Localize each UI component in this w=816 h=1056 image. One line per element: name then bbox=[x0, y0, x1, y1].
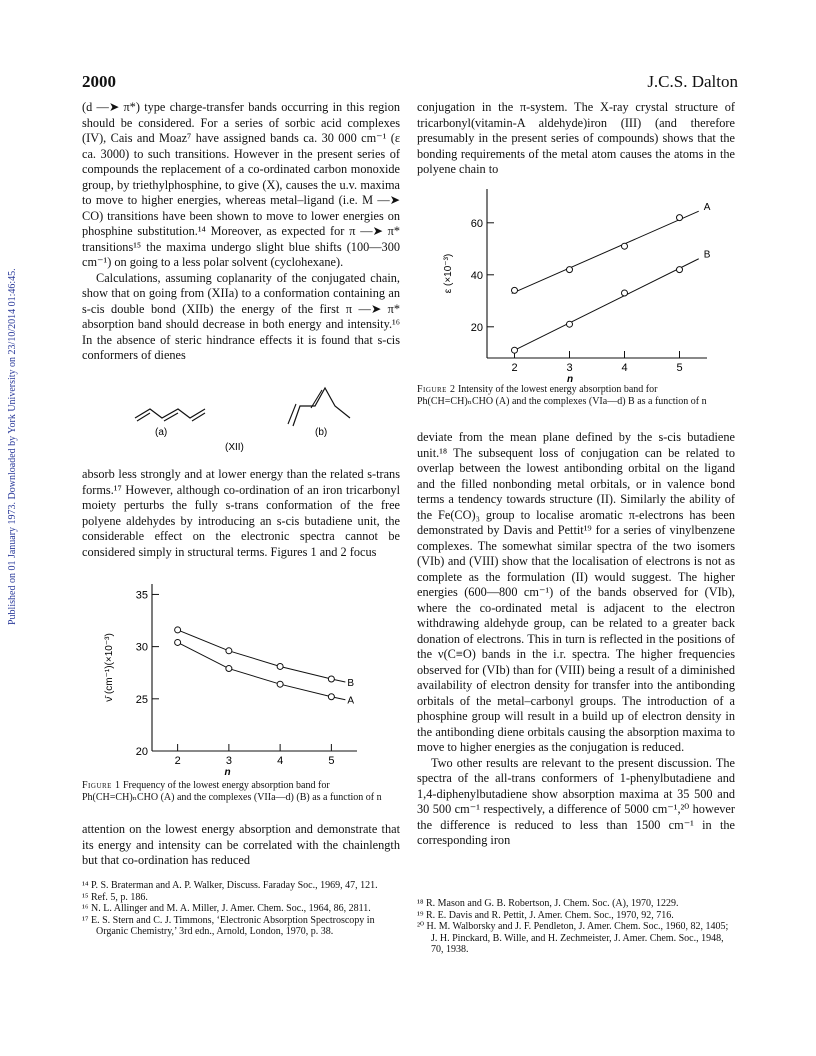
chemical-structure-xii bbox=[100, 378, 390, 458]
right-column-body bbox=[417, 430, 735, 849]
left-column-bottom bbox=[82, 822, 400, 869]
data-point-B bbox=[622, 290, 628, 296]
footnotes-right bbox=[417, 898, 735, 956]
footnote: ¹⁶ N. L. Allinger and M. A. Miller, J. Amer. Chem. Soc., 1964, 86, 2811. bbox=[82, 903, 371, 915]
footnote: ¹⁵ Ref. 5, p. 186. bbox=[82, 891, 148, 903]
double-bond-line bbox=[311, 390, 322, 408]
series-label-A: A bbox=[347, 695, 355, 707]
figure-2-chart bbox=[417, 185, 735, 383]
y-tick-label: 20 bbox=[470, 321, 483, 334]
series-line-A bbox=[178, 642, 346, 699]
data-point-A bbox=[567, 267, 573, 273]
data-point-A bbox=[512, 287, 518, 293]
data-point-A bbox=[328, 694, 334, 700]
y-axis-label: ε (×10⁻³) bbox=[443, 253, 454, 294]
left-column-mid bbox=[82, 467, 400, 560]
structure-label-b: (b) bbox=[315, 427, 328, 438]
series-line-B bbox=[178, 630, 346, 682]
y-tick-label: 20 bbox=[135, 746, 148, 758]
journal-header: J.C.S. Dalton bbox=[647, 72, 738, 91]
x-axis-label: n bbox=[567, 374, 574, 383]
series-label-B: B bbox=[703, 249, 711, 261]
double-bond-line bbox=[192, 413, 205, 421]
x-tick-label: 5 bbox=[328, 755, 335, 767]
figure-1-label: Figure 1 bbox=[82, 780, 121, 791]
data-point-A bbox=[277, 681, 283, 687]
paragraph: deviate from the mean plane defined by the s-cis butadiene unit.¹⁸ The subsequent loss of conjugation can be related to overlap between the lowest antibonding orbital on the ligand and the filled nonbonding metal orbitals, or in valence bond terms a tendency towards structure (II). Similarly the ability of the Fe(CO)₃ group to localise aromatic π-electrons has been demonstrated by Davis and Pettit¹⁹ for a series of vinylbenzene complexes. The somewhat similar spectra of the two isomers (VIb) and (VIII) show that the localisation of electrons is not as complete as the formulation (II) would suggest. The higher energies (600—800 cm⁻¹) of the bands observed for (VIb), where the co-ordinated metal is adjacent to the electron withdrawing aldehyde group, can be related to a greater back donation of electrons. This in turn is reflected in the positions of the ν(C≡O) bands in the i.r. spectra. The higher frequencies observed for (VIb) than for (VIII) being a result of a diminished availability of electron density for transfer into the antibonding orbitals of the metal–carbonyl groups. The introduction of a phosphine group will result in a build up of electron density in the antibonding diene orbitals causing the absorption maxima to move to higher energies as the conjugation is reduced. bbox=[417, 430, 735, 754]
left-column-top bbox=[82, 100, 400, 364]
figure-1-caption bbox=[82, 780, 400, 803]
data-point-B bbox=[677, 267, 683, 273]
footnote: ¹⁷ E. S. Stern and C. J. Timmons, ‘Electronic Absorption Spectroscopy in Organic Chemistry,’ 3rd edn., Arnold, London, 1970, p. 38. bbox=[82, 914, 375, 938]
structure-label-a: (a) bbox=[155, 427, 168, 438]
paragraph: (d —➤ π*) type charge-transfer bands occurring in this region should be considered. For a series of sorbic acid complexes (IV), Cais and Moaz⁷ have assigned bands ca. 30 000 cm⁻¹ (ε ca. 3000) to such transitions. However in the present series of compounds the replacement of a co-ordinated carbon monoxide group, by triethylphosphine, to give (X), causes the u.v. maxima to move to higher energies, whereas metal–ligand (i.e. M —➤ CO) transitions have been shown to move to lower energies on phosphine substitution.¹⁴ Moreover, as expected for π —➤ π* transitions¹⁵ the maxima undergo slight blue shifts (100—300 cm⁻¹) on going to a less polar solvent (cyclohexane). bbox=[82, 100, 400, 269]
x-tick-label: 4 bbox=[621, 362, 628, 374]
footnote: ²⁰ H. M. Walborsky and J. F. Pendleton, J. Amer. Chem. Soc., 1960, 82, 1405; J. H. Pinckard, B. Wille, and H. Zechmeister, J. Amer. Chem. Soc., 1948, 70, 1938. bbox=[417, 921, 729, 956]
double-bond-line bbox=[164, 413, 178, 421]
figure-2-caption bbox=[417, 384, 735, 407]
paragraph: Calculations, assuming coplanarity of the conjugated chain, show that on going from (XIIa) to a conformation containing an s-cis double bond (XIIb) the energy of the first π —➤ π* absorption band should decrease in both energy and intensity.¹⁶ In the absence of steric hindrance effects it is found that s-cis conformers of dienes bbox=[82, 270, 400, 362]
data-point-B bbox=[226, 648, 232, 654]
data-point-B bbox=[512, 347, 518, 353]
y-tick-label: 25 bbox=[135, 693, 148, 706]
s-trans-diene-bond bbox=[135, 409, 205, 418]
data-point-A bbox=[226, 666, 232, 672]
s-cis-diene-bond bbox=[293, 388, 350, 426]
data-point-B bbox=[567, 321, 573, 327]
figure-1-caption-text: Frequency of the lowest energy absorption band for Ph(CH=CH)ₙCHO (A) and the complexes (VIIa—d) (B) as a function of n bbox=[82, 780, 382, 803]
right-column-top bbox=[417, 100, 735, 178]
x-tick-label: 3 bbox=[225, 755, 232, 767]
page-number: 2000 bbox=[82, 72, 116, 91]
data-point-B bbox=[175, 627, 181, 633]
x-tick-label: 3 bbox=[566, 362, 573, 374]
x-tick-label: 4 bbox=[277, 755, 284, 767]
data-point-A bbox=[622, 243, 628, 249]
figure-1-chart bbox=[82, 578, 400, 778]
y-tick-label: 60 bbox=[470, 217, 483, 230]
y-tick-label: 30 bbox=[135, 641, 148, 654]
footnotes-left bbox=[82, 880, 400, 938]
x-tick-label: 2 bbox=[174, 755, 181, 767]
structure-label-xii: (XII) bbox=[225, 442, 244, 453]
figure-2-label: Figure 2 bbox=[417, 384, 456, 395]
footnote: ¹⁹ R. E. Davis and R. Pettit, J. Amer. Chem. Soc., 1970, 92, 716. bbox=[417, 909, 674, 921]
series-line-B bbox=[512, 259, 699, 352]
x-axis-label: n bbox=[224, 767, 231, 778]
download-note-wrapper bbox=[7, 245, 23, 625]
data-point-A bbox=[175, 639, 181, 645]
paragraph: attention on the lowest energy absorption and demonstrate that its energy and intensity can be correlated with the chainlength but that co-ordination has reduced bbox=[82, 822, 400, 867]
y-tick-label: 40 bbox=[470, 269, 483, 282]
x-tick-label: 2 bbox=[511, 362, 518, 374]
series-label-A: A bbox=[703, 202, 711, 214]
y-axis-label: ν̄ (cm⁻¹)(×10⁻³) bbox=[104, 633, 115, 702]
figure-2-caption-text: Intensity of the lowest energy absorption band for Ph(CH=CH)ₙCHO (A) and the complexes (VIa—d) B as a function of n bbox=[417, 384, 707, 407]
footnote: ¹⁴ P. S. Braterman and A. P. Walker, Discuss. Faraday Soc., 1969, 47, 121. bbox=[82, 880, 378, 891]
data-point-B bbox=[277, 663, 283, 669]
double-bond-line bbox=[137, 413, 150, 421]
paragraph: conjugation in the π-system. The X-ray crystal structure of tricarbonyl(vitamin-A aldehyde)iron (III) (and therefore presumably in the present series of compounds) shows that the bonding requirements of the metal atom causes the atoms in the polyene chain to bbox=[417, 100, 735, 176]
download-note[interactable]: Published on 01 January 1973. Downloaded by York University on 23/10/2014 01:46:45. bbox=[7, 268, 18, 625]
data-point-B bbox=[328, 676, 334, 682]
paragraph: absorb less strongly and at lower energy than the related s-trans forms.¹⁷ However, although co-ordination of an iron tricarbonyl moiety perturbs the fully s-trans conformation of the free polyene aldehydes by introducing an s-cis butadiene unit, the considerable effect on the electronic spectra cannot be considered simply in structural terms. Figures 1 and 2 focus bbox=[82, 467, 400, 559]
paragraph: Two other results are relevant to the present discussion. The spectra of the all-trans conformers of 1-phenylbutadiene and 1,4-diphenylbutadiene show absorption maxima at 35 500 and 30 500 cm⁻¹ respectively, a difference of 5000 cm⁻¹,²⁰ however the difference is reduced to less than 1500 cm⁻¹ in the corresponding iron bbox=[417, 755, 735, 847]
data-point-A bbox=[677, 215, 683, 221]
footnote: ¹⁸ R. Mason and G. B. Robertson, J. Chem. Soc. (A), 1970, 1229. bbox=[417, 898, 679, 909]
series-label-B: B bbox=[347, 677, 355, 689]
x-tick-label: 5 bbox=[676, 362, 683, 374]
y-tick-label: 35 bbox=[135, 589, 148, 602]
series-line-A bbox=[512, 211, 699, 293]
